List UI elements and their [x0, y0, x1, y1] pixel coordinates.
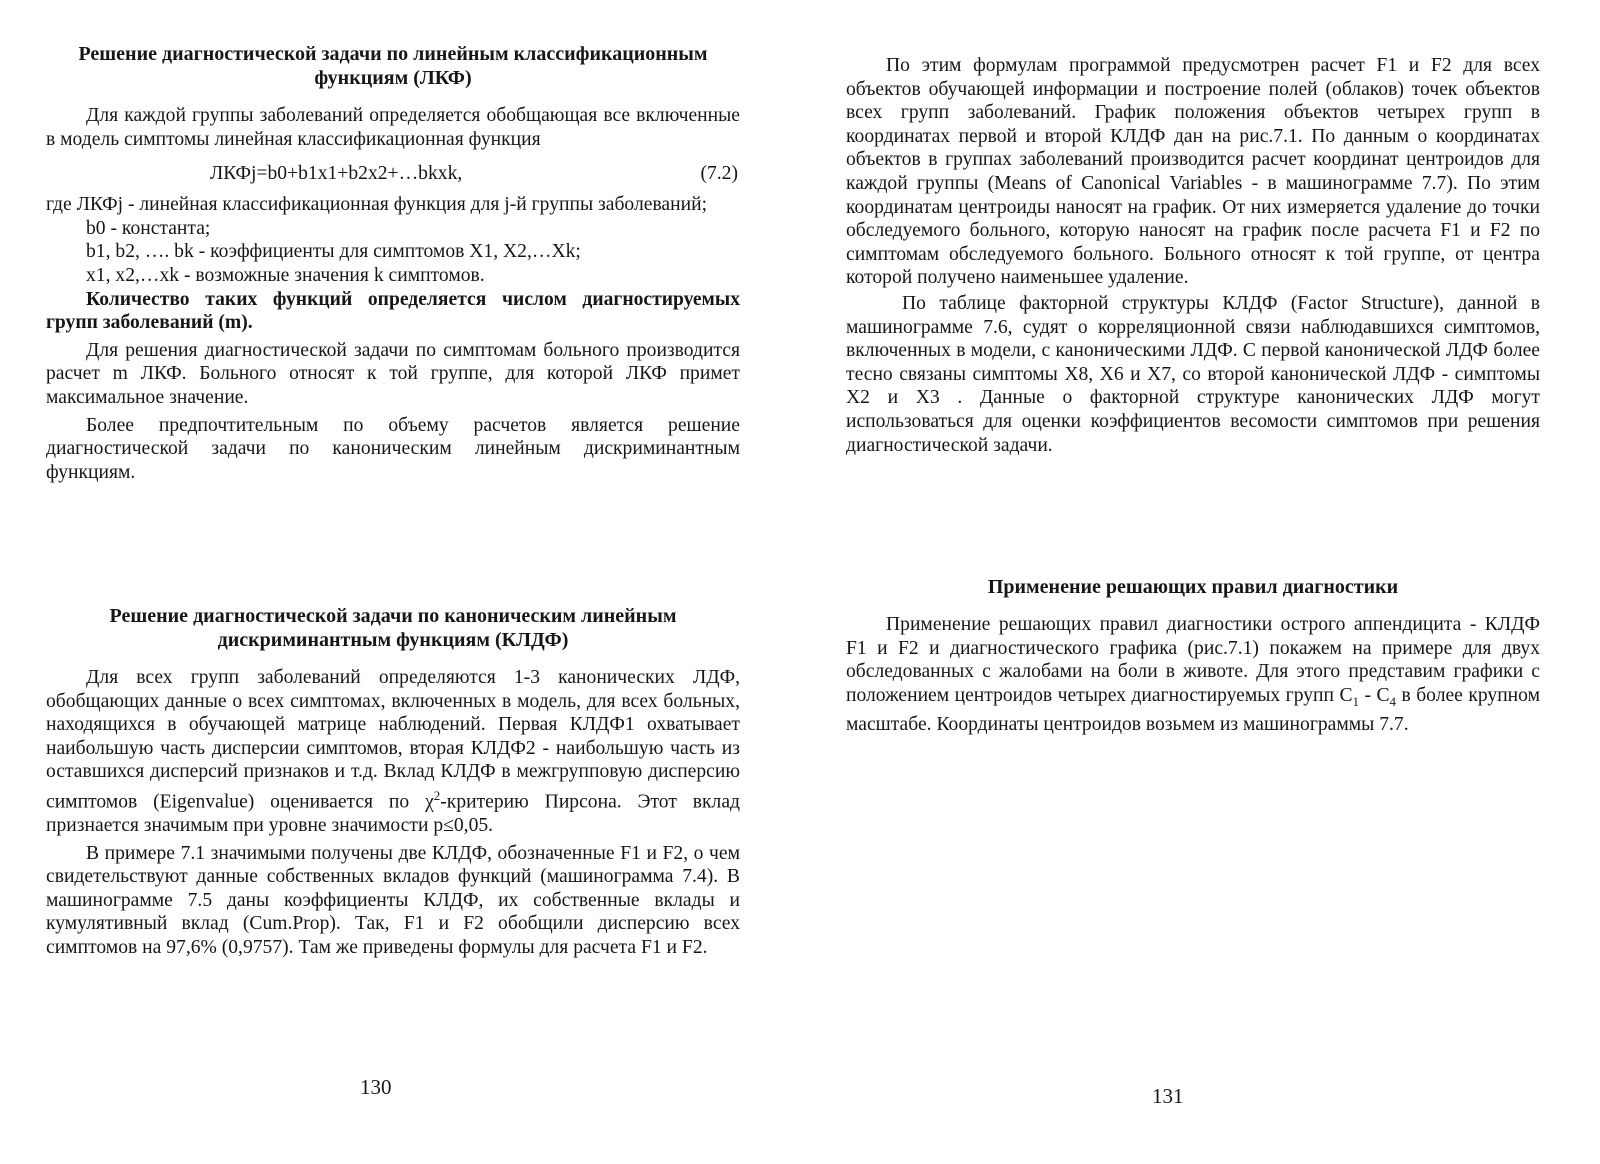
centroid-subscript-1: 1: [1352, 693, 1360, 709]
paragraph-solve-lkf: Для решения диагностической задачи по симптомам больного производится расчет m ЛКФ. Больного относят к той группе, для которой ЛКФ примет максимальное значение.: [46, 339, 740, 408]
paragraph-centroids: По этим формулам программой предусмотрен расчет F1 и F2 для всех объектов обучающей информации и построение полей (облаков) точек объектов всех групп заболеваний. График положения объектов четырех групп в координатах первой и второй КЛДФ дан на рис.7.1. По данным о координатах объектов в группах заболеваний производится расчет координат центроидов для каждой группы (Means of Canonical Variables - в машинограмме 7.7). По этим координатам центроиды наносят на график. От них измеряется удаление до точки обследуемого больного, которую наносят на график после расчета F1 и F2 по симптомам обследуемого больного. Больного относят к той группе, от центра которой получено наименьшее удаление.: [846, 55, 1540, 289]
section-lkf: [46, 42, 740, 484]
section-kldf: [46, 604, 740, 960]
heading-lkf: Решение диагностической задачи по линейным классификационным функциям (ЛКФ): [78, 43, 708, 89]
formula-expression: ЛКФj=b0+b1x1+b2x2+…bkxk,: [210, 163, 463, 185]
heading-decision-rules: Применение решающих правил диагностики: [987, 576, 1399, 598]
page-number-right: 131: [1152, 1084, 1184, 1108]
section-decision-rules: [846, 575, 1540, 737]
centroid-subscript-4: 4: [1389, 693, 1397, 709]
paragraph-lkf-intro: Для каждой группы заболеваний определяется обобщающая все включенные в модель симптомы линейная классификационная функция: [46, 105, 740, 150]
paragraph-apply-rules: Применение решающих правил диагностики острого аппендицита - КЛДФ F1 и F2 и диагностического графика (рис.7.1) покажем на примере для двух обследованных с жалобами на боли в животе. Для этого представим графики с положением центроидов четырех диагностируемых групп $C_1 - C_4$ в более крупном масштабе. Координаты центроидов возьмем из машинограммы 7.7.: [846, 614, 1540, 736]
paragraph-where: где ЛКФj - линейная классификационная функция для j-й группы заболеваний;: [46, 194, 708, 216]
section-formulas-continued: [846, 54, 1540, 457]
definition-b0: b0 - константа;: [86, 217, 211, 239]
definition-values: x1, x2,…xk - возможные значения k симптомов.: [86, 264, 485, 286]
formula-7-2: [46, 161, 740, 187]
paragraph-kldf-definition: Для всех групп заболеваний определяются 1-3 канонических ЛДФ, обобщающих данные о всех симптомах, включенных в модель, для всех больных, находящихся в обучающей матрице наблюдений. Первая КЛДФ1 охватывает наибольшую часть дисперсии симптомов, вторая КЛДФ2 - наибольшую часть из оставшихся дисперсий признаков и т.д. Вклад КЛДФ в межгрупповую дисперсию симптомов (Eigenvalue) оценивается по $\chi^2$-критерию Пирсона. Этот вклад признается значимым при уровне значимости p≤0,05.: [46, 667, 740, 837]
paragraph-example-7-1: В примере 7.1 значимыми получены две КЛДФ, обозначенные F1 и F2, о чем свидетельствуют данные собственных вкладов функций (машинограмма 7.4). В машинограмме 7.5 даны коэффициенты КЛДФ, их собственные вклады и кумулятивный вклад (Cum.Prop). Так, F1 и F2 обобщили дисперсию всех симптомов на 97,6% (0,9757). Там же приведены формулы для расчета F1 и F2.: [46, 842, 740, 959]
paragraph-factor-structure: По таблице факторной структуры КЛДФ (Factor Structure), данной в машинограмме 7.6, судят о корреляционной связи наблюдавшихся симптомов, включенных в модели, с каноническими ЛДФ. С первой канонической ЛДФ более тесно связаны симптомы X8, X6 и X7, со второй канонической ЛДФ - симптомы X2 и X3 . Данные о факторной структуре канонических ЛДФ могут использоваться для оценки коэффициентов весомости симптомов при решения диагностической задачи.: [846, 292, 1540, 456]
definition-coefficients: b1, b2, …. bk - коэффициенты для симптомов X1, X2,…Xk;: [86, 241, 581, 263]
paragraph-preferred: Более предпочтительным по объему расчетов является решение диагностической задачи по каноническим линейным дискриминантным функциям.: [46, 414, 740, 483]
paragraph-function-count: Количество таких функций определяется числом диагностируемых групп заболеваний (m).: [46, 288, 740, 334]
page-number-left: 130: [360, 1075, 392, 1099]
heading-kldf: Решение диагностической задачи по каноническим линейным дискриминантным функциям (КЛДФ): [109, 605, 677, 651]
formula-number: (7.2): [700, 163, 738, 185]
chi-square-superscript: 2: [433, 787, 441, 803]
